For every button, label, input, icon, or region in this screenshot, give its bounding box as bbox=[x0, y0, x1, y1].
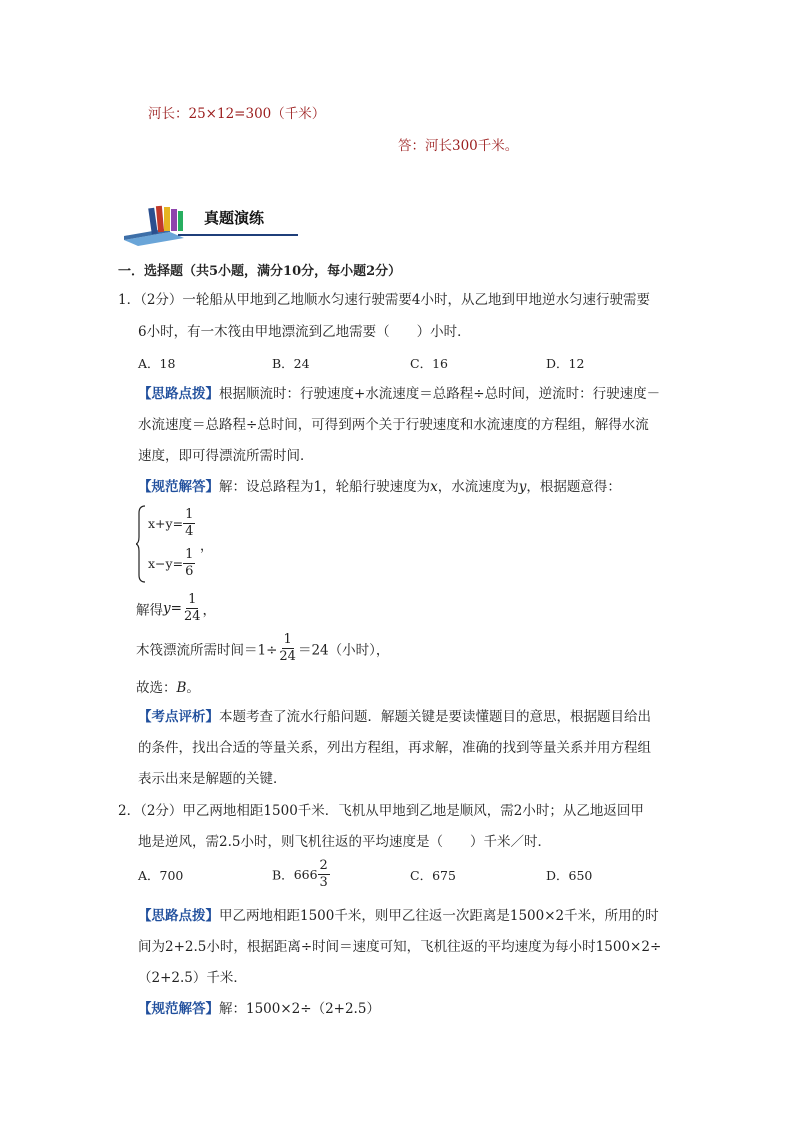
q2-stem-line2: 地是逆风，需2.5小时，则飞机往返的平均速度是（ ）千米／时． bbox=[138, 834, 551, 850]
q1-var-y: y bbox=[518, 479, 527, 495]
banner-underline bbox=[178, 234, 298, 236]
q2-stem-line1: 2．（2分）甲乙两地相距1500千米．飞机从甲地到乙地是顺风，需2小时；从乙地返回甲 bbox=[118, 803, 644, 819]
q1-hint-tag: 【思路点拨】 bbox=[138, 386, 219, 402]
books-icon bbox=[120, 202, 190, 246]
q1-solution-text-c: ，根据题意得： bbox=[526, 479, 621, 495]
q1-option-c: C．16 bbox=[410, 356, 448, 371]
q1-time-line: 木筏漂流所需时间＝1÷ $\frac{1}{24}$ ＝24（小时）， bbox=[136, 632, 390, 664]
q2-solution-tag: 【规范解答】 bbox=[138, 1001, 219, 1017]
q1-review-tag: 【考点评析】 bbox=[138, 709, 219, 725]
q2-option-b: B．666 $\frac{2}{3}$ bbox=[272, 858, 328, 890]
river-length-line: 河长：25×12=300（千米） bbox=[148, 106, 326, 122]
section-banner bbox=[120, 202, 300, 246]
q2-solution-line1: 【规范解答】解：1500×2÷（2+2.5） bbox=[138, 1001, 380, 1017]
q1-solution-line1 bbox=[138, 472, 698, 502]
q1-review-line3: 表示出来是解题的关键． bbox=[138, 771, 287, 787]
q1-option-b: B．24 bbox=[272, 356, 310, 371]
q1-hint-line1 bbox=[138, 379, 698, 409]
q1-review-line1: 【考点评析】本题考查了流水行船问题．解题关键是要读懂题目的意思，根据题目给出 bbox=[138, 709, 651, 725]
q1-solve-line: 解得y= $\frac{1}{24}$ ， bbox=[136, 592, 216, 624]
q2-hint-line1: 【思路点拨】甲乙两地相距1500千米，则甲乙往返一次距离是1500×2千米，所用的时 bbox=[138, 908, 659, 924]
equation-system bbox=[136, 505, 236, 583]
q1-var-x: x bbox=[430, 479, 438, 495]
brace-icon bbox=[136, 505, 146, 583]
equation-comma: ， bbox=[200, 539, 214, 554]
q2-hint-line2: 间为2+2.5小时，根据距离÷时间＝速度可知，飞机往返的平均速度为每小时1500×2÷ bbox=[138, 939, 662, 955]
q1-choice-line: 故选：B。 bbox=[136, 680, 200, 696]
q2-option-d: D．650 bbox=[546, 868, 593, 883]
q1-stem-line2: 6小时，有一木筏由甲地漂流到乙地需要（ ）小时． bbox=[138, 324, 471, 340]
section-heading: 一．选择题（共5小题，满分10分，每小题2分） bbox=[118, 264, 402, 279]
answer-line: 答：河长300千米。 bbox=[398, 138, 519, 154]
q1-solution-text-b: ，水流速度为 bbox=[437, 479, 519, 495]
q1-hint-text1: 根据顺流时：行驶速度+水流速度＝总路程÷总时间，逆流时：行驶速度－ bbox=[219, 386, 661, 402]
q2-option-c: C．675 bbox=[410, 868, 456, 883]
q1-review-line2: 的条件，找出合适的等量关系，列出方程组，再求解，准确的找到等量关系并用方程组 bbox=[138, 740, 651, 756]
q1-option-a: A．18 bbox=[138, 356, 176, 371]
equation-2: x−y= $\frac{1}{6}$ bbox=[148, 547, 194, 579]
q2-hint-line3: （2+2.5）千米． bbox=[138, 970, 247, 986]
q1-solution-text: 解：设总路程为1，轮船行驶速度为 bbox=[219, 479, 431, 495]
q1-hint-line2: 水流速度＝总路程÷总时间，可得到两个关于行驶速度和水流速度的方程组，解得水流 bbox=[138, 417, 649, 433]
q1-solution-tag: 【规范解答】 bbox=[138, 479, 219, 495]
q1-option-d: D．12 bbox=[546, 356, 585, 371]
banner-title: 真题演练 bbox=[204, 209, 265, 227]
q1-hint-line3: 速度，即可得漂流所需时间． bbox=[138, 448, 314, 464]
q1-stem-line1: 1．（2分）一轮船从甲地到乙地顺水匀速行驶需要4小时，从乙地到甲地逆水匀速行驶需要 bbox=[118, 292, 651, 308]
q2-hint-tag: 【思路点拨】 bbox=[138, 908, 219, 924]
q2-option-a: A．700 bbox=[138, 868, 184, 883]
equation-1: x+y= $\frac{1}{4}$ bbox=[148, 507, 194, 539]
